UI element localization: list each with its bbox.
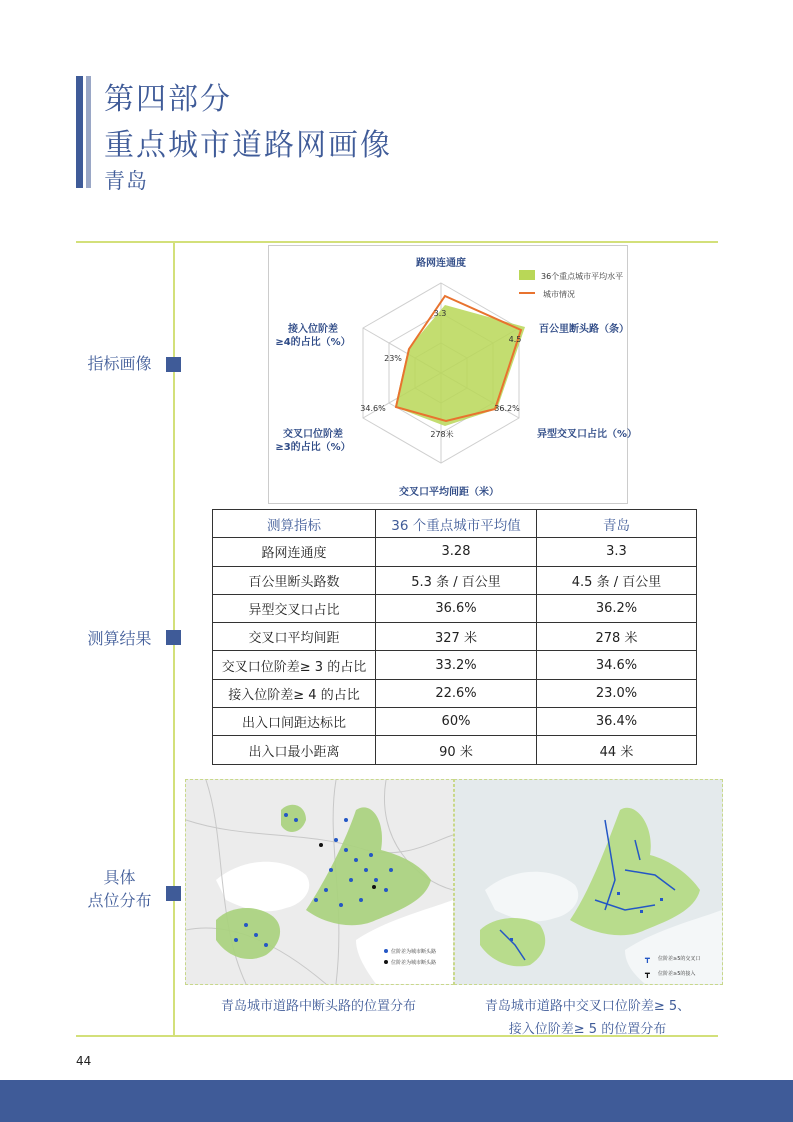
label-indicator: 指标画像 xyxy=(87,354,152,373)
section-marker-result xyxy=(166,630,181,645)
section-title: 第四部分 xyxy=(104,82,232,117)
map-right-legend-1: 位阶差≥5的交叉口 xyxy=(658,956,701,962)
table-cell: 交叉口平均间距 xyxy=(213,623,376,651)
table-cell: 3.3 xyxy=(537,538,697,566)
legend-label-average: 36个重点城市平均水平 xyxy=(541,272,624,281)
radar-axis-spacing: 交叉口平均间距（米） xyxy=(399,487,499,498)
table-cell: 327 米 xyxy=(376,623,537,651)
legend-label-city: 城市情况 xyxy=(543,290,575,299)
section-marker-distribution xyxy=(166,886,181,901)
radar-value-special-cross: 36.2% xyxy=(494,404,520,413)
result-table xyxy=(212,509,697,765)
table-cell: 36.6% xyxy=(376,594,537,622)
table-cell: 路网连通度 xyxy=(213,538,376,566)
label-result: 测算结果 xyxy=(87,629,152,648)
table-header: 测算指标 xyxy=(213,510,376,538)
label-distribution-2: 点位分布 xyxy=(87,891,152,910)
page-title: 重点城市道路网画像 xyxy=(104,128,392,163)
map-right-caption-2: 接入位阶差≥ 5 的位置分布 xyxy=(508,1022,667,1037)
table-row xyxy=(213,736,697,764)
table-header: 36 个重点城市平均值 xyxy=(376,510,537,538)
svg-text:┳: ┳ xyxy=(645,954,650,963)
radar-value-spacing: 278米 xyxy=(430,430,454,439)
table-cell: 34.6% xyxy=(537,651,697,679)
radar-axis-connectivity: 路网连通度 xyxy=(416,258,466,269)
map-right-legend-2: 位阶差≥5的接入 xyxy=(658,971,696,977)
table-row xyxy=(213,566,697,594)
footer-band xyxy=(0,1080,793,1122)
radar-axis-special-cross: 异型交叉口占比（%） xyxy=(537,429,638,440)
map-level-diff xyxy=(454,779,723,985)
legend-swatch-average xyxy=(519,270,535,280)
radar-axis-cross-diff-2: ≥3的占比（%） xyxy=(275,442,351,453)
city-name: 青岛 xyxy=(104,169,148,193)
map-left-legend-2: 位阶差为城市断头路 xyxy=(391,960,437,966)
radar-value-dead-end: 4.5 xyxy=(508,335,522,344)
table-cell: 44 米 xyxy=(537,736,697,764)
table-cell: 36.2% xyxy=(537,594,697,622)
svg-text:┳: ┳ xyxy=(645,969,650,978)
radar-value-connectivity: 3.3 xyxy=(433,309,447,318)
radar-axis-cross-diff-1: 交叉口位阶差 xyxy=(283,429,343,440)
radar-svg xyxy=(269,246,638,503)
radar-value-cross-diff: 34.6% xyxy=(360,404,386,413)
section-marker-indicator xyxy=(166,357,181,372)
map-left-caption: 青岛城市道路中断头路的位置分布 xyxy=(220,999,416,1014)
table-cell: 36.4% xyxy=(537,708,697,736)
table-cell: 60% xyxy=(376,708,537,736)
table-cell: 接入位阶差≥ 4 的占比 xyxy=(213,679,376,707)
table-cell: 异型交叉口占比 xyxy=(213,594,376,622)
table-header-row xyxy=(213,510,697,538)
table-row xyxy=(213,679,697,707)
label-distribution-1: 具体 xyxy=(103,868,136,887)
table-cell: 3.28 xyxy=(376,538,537,566)
radar-axis-access-diff-2: ≥4的占比（%） xyxy=(275,337,351,348)
table-cell: 90 米 xyxy=(376,736,537,764)
table-row xyxy=(213,538,697,566)
table-header: 青岛 xyxy=(537,510,697,538)
table-cell: 出入口间距达标比 xyxy=(213,708,376,736)
table-row xyxy=(213,708,697,736)
table-cell: 4.5 条 / 百公里 xyxy=(537,566,697,594)
title-accent-bar-light xyxy=(86,76,91,188)
table-row xyxy=(213,623,697,651)
table-cell: 23.0% xyxy=(537,679,697,707)
table-row xyxy=(213,594,697,622)
radar-value-access-diff: 23% xyxy=(384,354,402,363)
table-cell: 百公里断头路数 xyxy=(213,566,376,594)
map-level-diff-svg xyxy=(455,780,722,984)
title-accent-bar xyxy=(76,76,83,188)
table-cell: 278 米 xyxy=(537,623,697,651)
radar-axis-access-diff-1: 接入位阶差 xyxy=(288,324,338,335)
table-cell: 出入口最小距离 xyxy=(213,736,376,764)
map-dead-end xyxy=(185,779,454,985)
table-cell: 33.2% xyxy=(376,651,537,679)
table-cell: 5.3 条 / 百公里 xyxy=(376,566,537,594)
page-number: 44 xyxy=(76,1054,92,1068)
radar-axis-dead-end: 百公里断头路（条） xyxy=(539,324,629,335)
table-row xyxy=(213,651,697,679)
table-cell: 22.6% xyxy=(376,679,537,707)
map-left-legend-1: 位阶差为城市断头路 xyxy=(391,949,437,955)
table-cell: 交叉口位阶差≥ 3 的占比 xyxy=(213,651,376,679)
map-dead-end-svg xyxy=(186,780,453,984)
radar-chart xyxy=(268,245,638,504)
map-right-caption-1: 青岛城市道路中交叉口位阶差≥ 5、 xyxy=(484,999,691,1014)
